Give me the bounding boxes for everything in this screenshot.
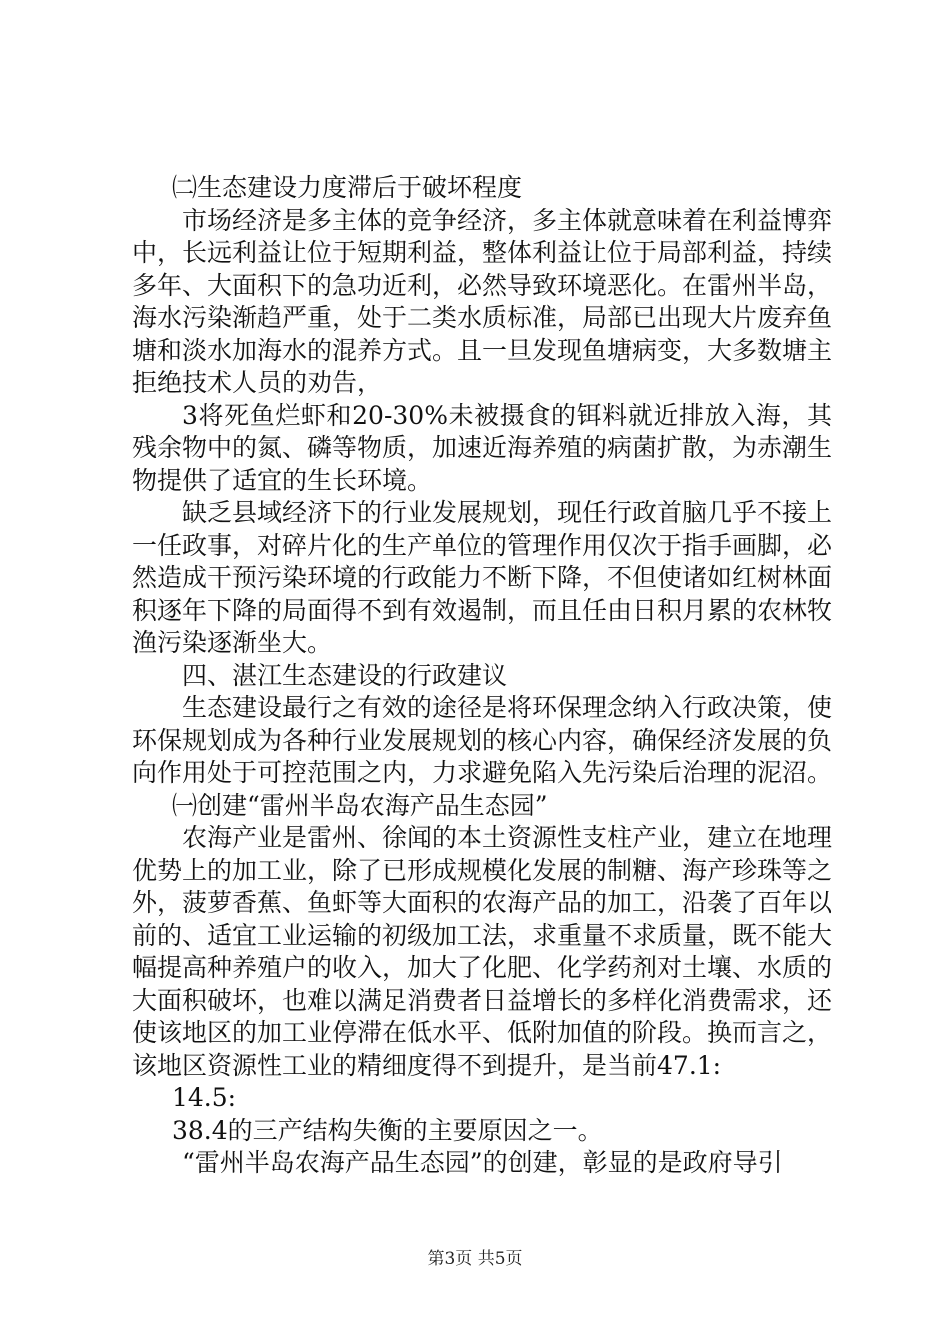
section-heading: ㈡生态建设力度滞后于破坏程度 [172,173,523,202]
paragraph: 38.4的三产结构失衡的主要原因之一。 [172,1115,603,1145]
paragraph: 生态建设最行之有效的途径是将环保理念纳入行政决策，使环保规划成为各种行业发展规划的核心内容，确保经济发展的负向作用处于可控范围之内，力求避免陷入先污染后治理的泥沼。 [132,693,833,787]
body-text [132,172,832,1180]
section-heading: ㈠创建“雷州半岛农海产品生态园” [172,790,548,820]
paragraph: 14.5: [172,1083,237,1112]
paragraph: 3将死鱼烂虾和20-30%未被摄食的铒料就近排放入海，其残余物中的氮、磷等物质，加速近海养殖的病菌扩散，为赤潮生物提供了适宜的生长环境。 [132,400,833,495]
section-heading: 四、湛江生态建设的行政建议 [182,660,508,690]
paragraph: “雷州半岛农海产品生态园”的创建，彰显的是政府导引 [182,1148,783,1177]
paragraph: 农海产业是雷州、徐闻的本土资源性支柱产业，建立在地理优势上的加工业，除了已形成规模化发展的制糖、海产珍珠等之外，菠萝香蕉、鱼虾等大面积的农海产品的加工，沿袭了百年以前的、适宜工业运输的初级加工法，求重量不求质量，既不能大幅提高种养殖户的收入，加大了化肥、化学药剂对土壤、水质的大面积破坏，也难以满足消费者日益增长的多样化消费需求，还使该地区的加工业停滞在低水平、低附加值的阶段。换而言之，该地区资源性工业的精细度得不到提升，是当前47.1: [132,823,833,1080]
page-number: 第3页 共5页 [427,1249,523,1269]
paragraph: 市场经济是多主体的竞争经济，多主体就意味着在利益博弈中，长远利益让位于短期利益，整体利益让位于局部利益，持续多年、大面积下的急功近利，必然导致环境恶化。在雷州半岛，海水污染渐趋严重，处于二类水质标准，局部已出现大片废弃鱼塘和淡水加海水的混养方式。且一旦发现鱼塘病变，大多数塘主拒绝技术人员的劝告， [132,205,833,397]
paragraph: 缺乏县域经济下的行业发展规划，现任行政首脑几乎不接上一任政事，对碎片化的生产单位的管理作用仅次于指手画脚，必然造成干预污染环境的行政能力不断下降，不但使诸如红树林面积逐年下降的局面得不到有效遏制，而且任由日积月累的农林牧渔污染逐渐坐大。 [132,498,833,657]
